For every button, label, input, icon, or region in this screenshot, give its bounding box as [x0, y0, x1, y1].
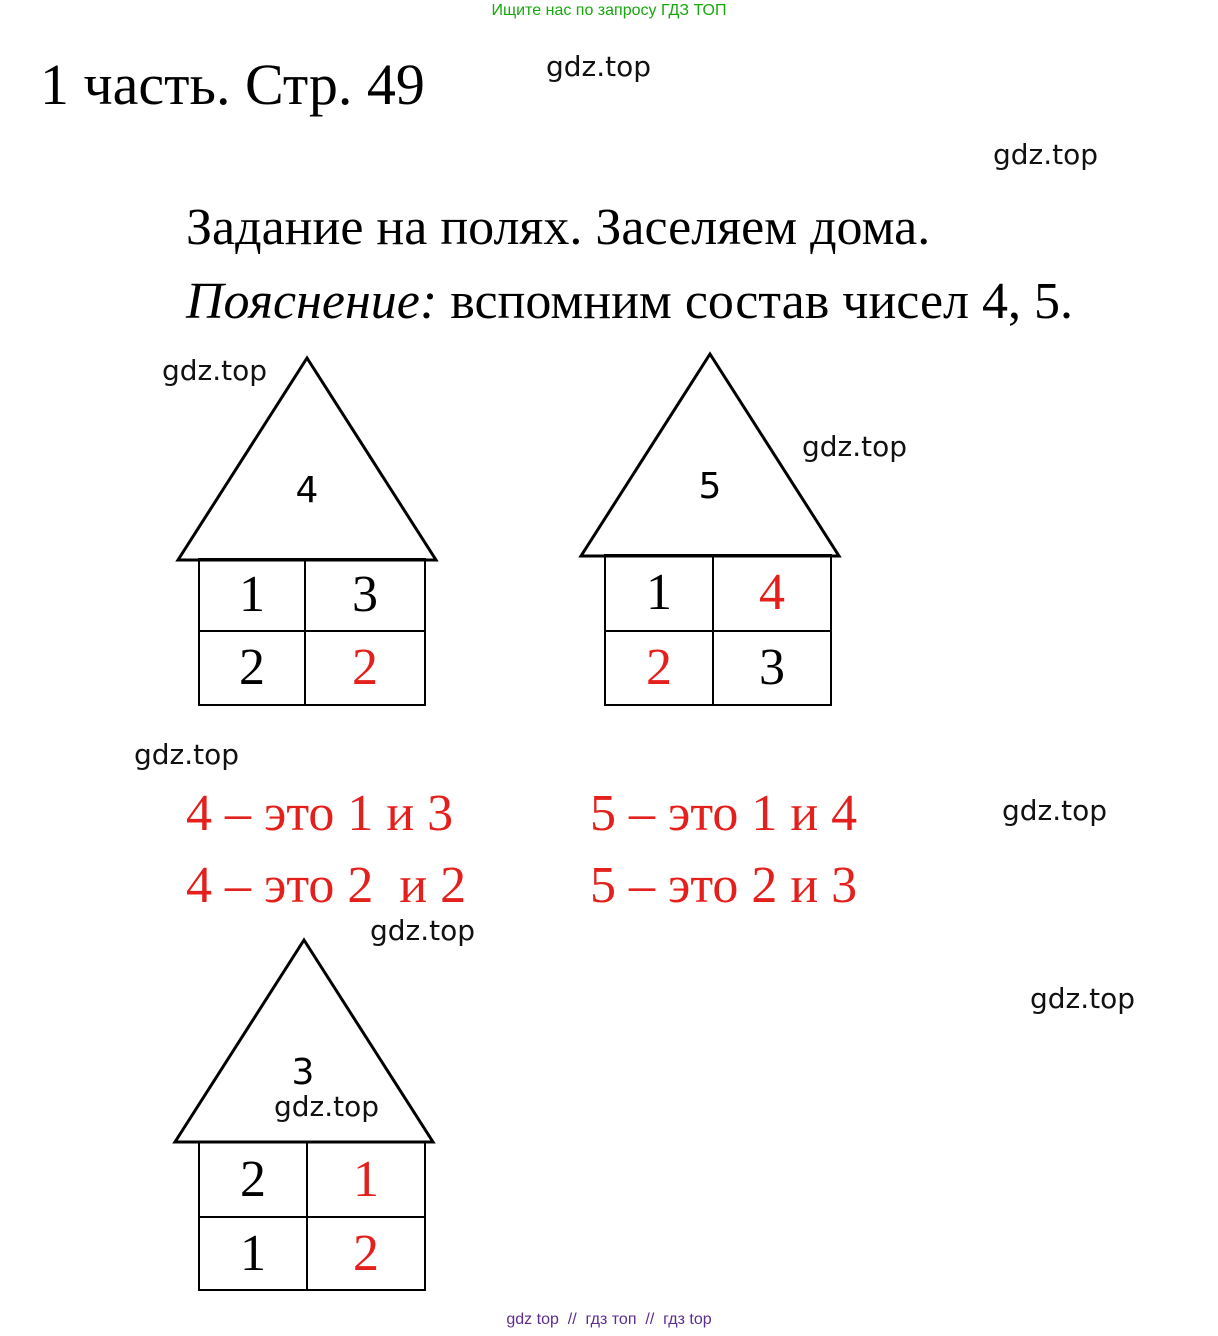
grid-cell-answer: 1 [308, 1143, 424, 1218]
roof-number: 3 [291, 1052, 315, 1093]
task-heading: Задание на полях. Заселяем дома. [186, 199, 931, 256]
number-fact: 4 – это 2 и 2 [186, 857, 467, 914]
house-grid [198, 558, 426, 706]
explanation-label: Пояснение: [186, 273, 438, 330]
number-fact: 5 – это 2 и 3 [590, 857, 858, 914]
explanation-text: вспомним состав чисел 4, 5. [437, 273, 1074, 330]
watermark: gdz.top [1030, 982, 1136, 1015]
grid-cell-answer: 2 [352, 639, 378, 696]
grid-cell-answer: 2 [606, 632, 714, 704]
grid-cell: 3 [759, 639, 785, 696]
roof-number: 4 [295, 470, 319, 511]
roof-triangle [575, 348, 845, 562]
grid-cell: 3 [306, 560, 424, 632]
watermark: gdz.top [162, 354, 268, 387]
task-explanation [186, 273, 1074, 330]
watermark: gdz.top [370, 914, 476, 947]
house-grid [604, 554, 832, 706]
watermark: gdz.top [134, 738, 240, 771]
grid-cell: 2 [200, 1143, 308, 1218]
watermark: gdz.top [1002, 794, 1108, 827]
house-grid [198, 1141, 426, 1291]
number-fact: 5 – это 1 и 4 [590, 785, 858, 842]
grid-cell: 2 [200, 632, 306, 704]
footer-links[interactable]: gdz top // гдз топ // гдз top [506, 1311, 712, 1328]
watermark: gdz.top [802, 430, 908, 463]
watermark: gdz.top [546, 50, 652, 83]
watermark: gdz.top [993, 138, 1099, 171]
grid-cell: 1 [200, 1218, 308, 1289]
grid-cell: 1 [200, 560, 306, 632]
roof-triangle [172, 352, 442, 566]
grid-cell: 1 [606, 556, 714, 632]
top-banner: Ищите нас по запросу ГДЗ ТОП [491, 2, 727, 19]
page-title: 1 часть. Стр. 49 [40, 52, 425, 117]
grid-cell-answer: 4 [714, 556, 830, 632]
number-fact: 4 – это 1 и 3 [186, 785, 454, 842]
watermark: gdz.top [274, 1090, 380, 1123]
grid-cell-answer: 2 [353, 1224, 379, 1282]
roof-number: 5 [698, 466, 722, 507]
